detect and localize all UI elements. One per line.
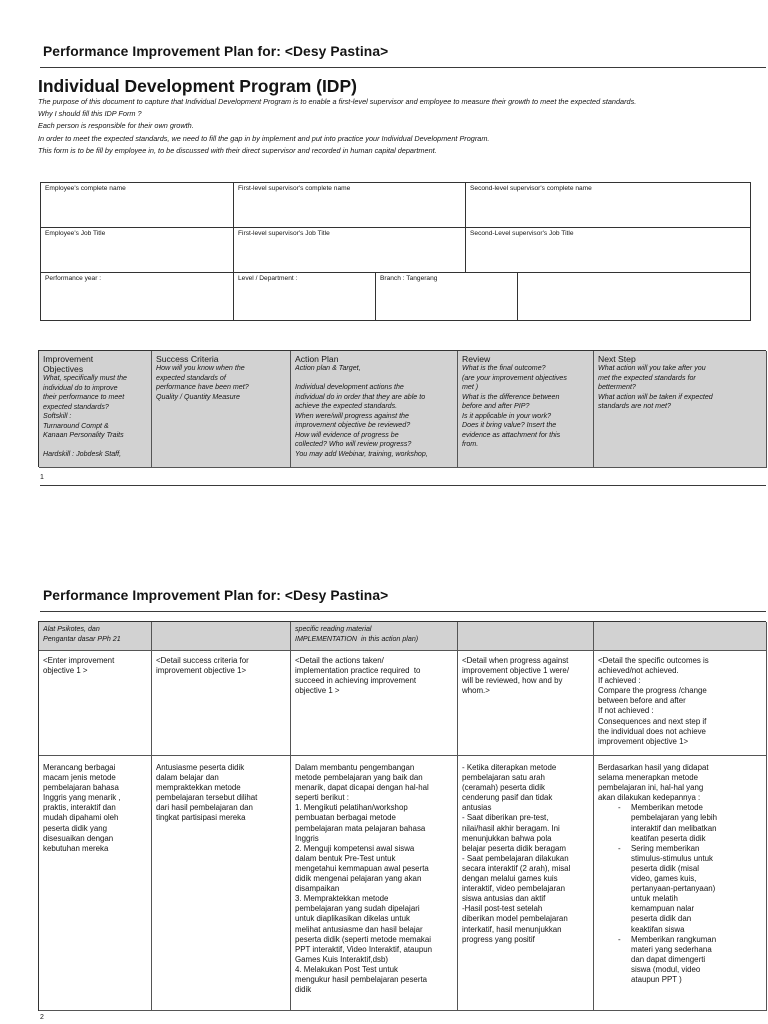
guidance-text xyxy=(462,364,589,450)
guidance-text xyxy=(43,374,147,460)
cell-line: achieved/not achieved. xyxy=(598,666,679,676)
action-plan-header xyxy=(291,351,458,468)
guidance-line: Turnaround Compt & xyxy=(43,421,109,430)
cell-line: If not achieved : xyxy=(598,706,654,716)
guidance-line: What is the final outcome? xyxy=(462,364,546,372)
cell-line: Pengantar dasar PPh 21 xyxy=(43,634,121,643)
cell-line: 4. Melakukan Post Test untuk xyxy=(295,964,398,974)
cell-line: whom.> xyxy=(462,686,490,696)
cell-line: akan dilakukan kedepannya : xyxy=(598,793,701,803)
heading-divider xyxy=(40,611,766,612)
cell-line: <Enter improvement xyxy=(43,656,115,665)
guidance-line xyxy=(295,374,453,384)
list-item xyxy=(598,935,762,985)
success-reference-cell xyxy=(152,622,291,651)
success-content-cell xyxy=(152,756,291,1011)
guidance-line: Kanaan Personality Traits xyxy=(43,431,124,439)
employee-info-grid xyxy=(40,182,751,321)
list-item-line: keatifan peserta didik xyxy=(631,833,706,843)
guidance-line: before and after PIP? xyxy=(462,402,530,410)
guidance-line: from. xyxy=(462,440,479,448)
page-number: 2 xyxy=(40,1014,44,1021)
branch-label: Branch : Tangerang xyxy=(380,275,438,282)
guidance-line: met the expected standards for xyxy=(598,373,696,382)
guidance-line: What action will be taken if expected xyxy=(598,392,713,401)
intro-line: In order to meet the expected standards, we need to fill the gap in by implement and put into practice your Individual Development Program. xyxy=(38,133,490,143)
intro-line: This form is to be fill by employee in, to be discussed with their direct supervisor and recorded in human capital department. xyxy=(38,145,437,155)
list-item-line: pertanyaan-pertanyaan) xyxy=(631,884,716,894)
action-reference-cell xyxy=(291,622,458,651)
cell-line: interaktif, video pembelajaran xyxy=(462,884,566,894)
guidance-line: improvement objective be reviewed? xyxy=(295,421,411,429)
guidance-line: Quality / Quantity Measure xyxy=(156,392,240,401)
second-supervisor-name-label: Second-level supervisor's complete name xyxy=(470,185,592,192)
cell-line: interkatif, hasil menunjukkan xyxy=(462,924,562,934)
page-footer-divider xyxy=(40,485,766,486)
branch-cell xyxy=(376,273,518,321)
cell-line: improvement objective 1> xyxy=(598,736,689,746)
cell-line: specific reading material xyxy=(295,625,372,633)
first-supervisor-job-title-label: First-level supervisor's Job Title xyxy=(238,230,330,237)
cell-line: Merancang berbagai xyxy=(43,763,116,772)
cell-line: secara interaktif (2 arah), misal xyxy=(462,863,571,873)
action-placeholder-cell xyxy=(291,651,458,756)
level-department-label: Level / Department : xyxy=(238,275,298,282)
next-step-header xyxy=(594,351,767,468)
cell-line: nilai/hasil akhir beragam. Ini xyxy=(462,823,560,833)
cell-line: Berdasarkan hasil yang didapat xyxy=(598,763,709,772)
guidance-line: expected standards? xyxy=(43,402,109,411)
cell-line: belajar peserta didik beragam xyxy=(462,843,566,853)
column-title: Improvement Objectives xyxy=(43,354,94,374)
cell-line: praktis, interaktif dan xyxy=(43,803,116,813)
guidance-line: expected standards of xyxy=(156,373,226,382)
cell-text xyxy=(462,654,589,696)
first-supervisor-name-cell xyxy=(234,183,466,228)
document-title: Individual Development Program (IDP) xyxy=(38,76,357,96)
review-header xyxy=(458,351,594,468)
employee-job-title-label: Employee's Job Title xyxy=(45,230,106,237)
cell-line: peserta didik yang xyxy=(43,823,108,833)
action-content-cell xyxy=(291,756,458,1011)
cell-line: didik mengenai pelajaran yang akan xyxy=(295,874,422,884)
next-step-content-cell xyxy=(594,756,767,1011)
cell-line: diberikan model pembelajaran xyxy=(462,914,568,924)
cell-text xyxy=(295,759,453,995)
cell-line: melihat antusiasme dan hasil belajar xyxy=(295,924,423,934)
column-title: Action Plan xyxy=(295,354,339,364)
heading-divider xyxy=(40,67,766,68)
list-item-line: siswa (modul, video xyxy=(631,964,701,974)
cell-line: metode pembelajaran yang baik dan xyxy=(295,773,423,783)
list-item-line: interaktif dan melibatkan xyxy=(631,823,717,833)
cell-line: peserta didik (seperti metode memakai xyxy=(295,934,431,944)
cell-line: seperti berikut : xyxy=(295,793,349,803)
next-step-text xyxy=(598,759,762,985)
plan-heading: Performance Improvement Plan for: <Desy Pastina> xyxy=(43,588,389,603)
cell-line: <Detail success criteria for xyxy=(156,656,249,665)
cell-line: improvement objective 1 were/ xyxy=(462,666,570,676)
cell-line: Dalam membantu pengembangan xyxy=(295,763,415,772)
employee-job-title-cell xyxy=(41,228,234,273)
cell-line: tingkat partisipasi mereka xyxy=(156,813,246,823)
cell-line: dalam bentuk Pre-Test untuk xyxy=(295,853,396,863)
cell-line: 1. Mengikuti pelatihan/workshop xyxy=(295,803,408,813)
guidance-line: performance have been met? xyxy=(156,383,249,391)
cell-line: 2. Menguji kompetensi awal siswa xyxy=(295,843,415,853)
cell-line: Inggris xyxy=(295,833,319,843)
list-item-line: video, games kuis, xyxy=(631,874,697,884)
cell-line: macam jenis metode xyxy=(43,773,116,783)
cell-line: antusias xyxy=(462,803,492,813)
cell-line: menunjukkan bahwa pola xyxy=(462,833,552,843)
page-number: 1 xyxy=(40,474,44,481)
guidance-line: their performance to meet xyxy=(43,393,125,401)
cell-line: kebutuhan mereka xyxy=(43,843,109,853)
cell-line: menarik, dapat dicapai dengan hal-hal xyxy=(295,783,429,793)
cell-line: <Detail the specific outcomes is xyxy=(598,656,709,665)
cell-line: dalam belajar dan xyxy=(156,773,219,783)
guidance-line: (are your improvement objectives xyxy=(462,373,567,382)
list-item xyxy=(598,844,762,935)
cell-line: progress yang positif xyxy=(462,934,535,944)
next-step-placeholder-cell xyxy=(594,651,767,756)
review-placeholder-cell xyxy=(458,651,594,756)
cell-text xyxy=(43,759,147,854)
list-item-line: stimulus-stimulus untuk xyxy=(631,853,714,863)
guidance-line: Action plan & Target, xyxy=(295,364,361,372)
cell-line: 3. Mempraktekkan metode xyxy=(295,894,389,904)
guidance-line: What is the difference between xyxy=(462,392,560,401)
intro-line: Each person is responsible for their own growth. xyxy=(38,121,194,131)
cell-line: pembelajaran ini, hal-hal yang xyxy=(598,783,704,793)
guidance-line: betterment? xyxy=(598,383,636,391)
next-step-intro xyxy=(598,763,762,803)
next-step-reference-cell xyxy=(594,622,767,651)
cell-line: objective 1 > xyxy=(295,686,340,696)
cell-line: pembuatan berbagai metode xyxy=(295,813,396,823)
cell-line: mengetahui kemmapuan awal peserta xyxy=(295,863,429,873)
second-supervisor-name-cell xyxy=(466,183,751,228)
cell-line: If achieved : xyxy=(598,676,641,686)
cell-line: disesuaikan dengan xyxy=(43,833,114,843)
guidance-line: What action will you take after you xyxy=(598,364,706,372)
employee-name-label: Employee's complete name xyxy=(45,185,126,192)
cell-line: between before and after xyxy=(598,696,686,706)
cell-line: Inggris yang menarik , xyxy=(43,793,121,803)
level-department-cell xyxy=(234,273,376,321)
cell-line: implementation practice required to xyxy=(295,666,421,676)
performance-year-label: Performance year : xyxy=(45,275,102,282)
cell-line: pembelajaran tersebut dilihat xyxy=(156,793,258,803)
cell-line: selama menerapkan metode xyxy=(598,773,699,783)
cell-line: pembelajaran satu arah xyxy=(462,773,545,783)
list-item-line: pembelajaran yang lebih xyxy=(631,813,717,823)
objective-reference-cell xyxy=(39,622,152,651)
cell-line: untuk diaplikasikan dikelas untuk xyxy=(295,914,410,924)
objective-placeholder-cell xyxy=(39,651,152,756)
success-placeholder-cell xyxy=(152,651,291,756)
performance-year-cell xyxy=(41,273,234,321)
cell-text xyxy=(43,654,147,676)
list-item xyxy=(598,803,762,843)
cell-line: Games Kuis Interaktif,dsb) xyxy=(295,954,388,964)
success-criteria-header xyxy=(152,351,291,468)
cell-text xyxy=(462,759,589,945)
cell-text xyxy=(295,654,453,696)
employee-name-cell xyxy=(41,183,234,228)
guidance-line: What, specifically must the xyxy=(43,374,127,382)
list-item-line: - Sering memberikan xyxy=(631,843,700,853)
list-item-line: - Memberikan metode xyxy=(631,803,703,813)
guidance-line: collected? Who will review progress? xyxy=(295,440,412,448)
cell-line: pembelajaran bahasa xyxy=(43,783,119,793)
guidance-line: Is it applicable in your work? xyxy=(462,411,552,420)
cell-line: disampaikan xyxy=(295,884,340,894)
guidance-line: How will you know when the xyxy=(156,364,245,372)
intro-text xyxy=(38,96,763,157)
cell-line: <Detail when progress against xyxy=(462,656,569,665)
guidance-text xyxy=(156,364,286,402)
guidance-line: Individual development actions the xyxy=(295,383,404,391)
list-item-line: - Memberikan rangkuman xyxy=(631,934,717,944)
improvement-objectives-header xyxy=(39,351,152,468)
guidance-line: Does it bring value? Insert the xyxy=(462,421,557,429)
second-supervisor-job-title-cell xyxy=(466,228,751,273)
list-item-line: keaktifan siswa xyxy=(631,924,685,934)
guidance-line: met ) xyxy=(462,383,479,391)
cell-text xyxy=(156,759,286,824)
cell-line: PPT interaktif, Video Interaktif, ataupun xyxy=(295,944,432,954)
cell-line: dari hasil pembelajaran dan xyxy=(156,803,253,813)
cell-line: cenderung pasif dan tidak xyxy=(462,793,553,803)
cell-line: the individual does not achieve xyxy=(598,726,706,736)
cell-line: - Ketika diterapkan metode xyxy=(462,763,557,772)
column-title: Success Criteria xyxy=(156,354,219,364)
guidance-line: achieve the expected standards. xyxy=(295,402,398,410)
list-item-line: dan dapat dimengerti xyxy=(631,954,706,964)
cell-line: Antusiasme peserta didik xyxy=(156,763,245,772)
guidance-line: standards are not met? xyxy=(598,402,671,410)
guidance-line: individual do in order that they are able to xyxy=(295,392,426,401)
cell-line: Alat Psikotes, dan xyxy=(43,625,100,633)
cell-line: mudah dipahami oleh xyxy=(43,813,119,823)
list-item-line: kemampuan nalar xyxy=(631,904,695,914)
cell-line: (ceramah) peserta didik xyxy=(462,783,545,793)
cell-line: -Hasil post-test setelah xyxy=(462,904,543,914)
cell-line: siswa antusias dan aktif xyxy=(462,894,546,904)
cell-line: didik xyxy=(295,985,312,995)
idp-detail-table xyxy=(38,621,766,1011)
cell-line: will be reviewed, how and by xyxy=(462,676,563,686)
cell-text xyxy=(598,654,762,747)
cell-line: Consequences and next step if xyxy=(598,716,707,726)
guidance-line: When were/will progress against the xyxy=(295,411,409,420)
next-step-list xyxy=(598,803,762,985)
cell-line: - Saat pembelajaran dilakukan xyxy=(462,853,569,863)
intro-line: Why I should fill this IDP Form ? xyxy=(38,109,142,119)
guidance-line: Softskill : xyxy=(43,412,72,420)
cell-line: mempraktekkan metode xyxy=(156,783,241,793)
guidance-line: evidence as attachment for this xyxy=(462,430,561,439)
empty-info-cell xyxy=(518,273,751,321)
guidance-line xyxy=(43,441,147,451)
guidance-line: You may add Webinar, training, workshop, xyxy=(295,449,428,458)
list-item-line: ataupun PPT ) xyxy=(631,974,682,984)
review-content-cell xyxy=(458,756,594,1011)
cell-line: pembelajaran mata pelajaran bahasa xyxy=(295,823,426,833)
list-item-line: peserta didik dan xyxy=(631,914,692,924)
cell-line: mengukur hasil pembelajaran peserta xyxy=(295,974,428,984)
guidance-line: How will evidence of progress be xyxy=(295,430,399,439)
cell-line: objective 1 > xyxy=(43,666,88,676)
list-item-line: materi yang sederhana xyxy=(631,944,712,954)
plan-heading: Performance Improvement Plan for: <Desy Pastina> xyxy=(43,44,389,59)
intro-line: The purpose of this document to capture that Individual Development Program is to enable a first-level supervisor and employee to measure their growth to meet the expected standards. xyxy=(38,97,637,106)
cell-text xyxy=(295,625,453,644)
objective-content-cell xyxy=(39,756,152,1011)
cell-text xyxy=(156,654,286,676)
review-reference-cell xyxy=(458,622,594,651)
guidance-text xyxy=(295,364,453,459)
cell-line: - Saat diberikan pre-test, xyxy=(462,813,549,823)
cell-line: <Detail the actions taken/ xyxy=(295,656,384,665)
cell-text xyxy=(43,625,147,644)
cell-line: IMPLEMENTATION in this action plan) xyxy=(295,634,419,643)
first-supervisor-name-label: First-level supervisor's complete name xyxy=(238,185,351,192)
cell-line: improvement objective 1> xyxy=(156,666,247,676)
guidance-line: individual do to improve xyxy=(43,383,118,392)
cell-line: Compare the progress /change xyxy=(598,686,707,696)
column-title: Next Step xyxy=(598,354,636,364)
list-item-line: peserta didik (misal xyxy=(631,863,699,873)
column-title: Review xyxy=(462,354,491,364)
cell-line: pembelajaran yang sudah dipelajari xyxy=(295,904,420,914)
idp-header-table xyxy=(38,350,766,467)
second-supervisor-job-title-label: Second-Level supervisor's Job Title xyxy=(470,230,574,237)
guidance-text xyxy=(598,364,762,412)
first-supervisor-job-title-cell xyxy=(234,228,466,273)
guidance-line: Hardskill : Jobdesk Staff, xyxy=(43,450,122,458)
cell-line: dengan melalui games kuis xyxy=(462,874,558,884)
list-item-line: untuk melatih xyxy=(631,894,678,904)
cell-line: succeed in achieving improvement xyxy=(295,676,417,686)
